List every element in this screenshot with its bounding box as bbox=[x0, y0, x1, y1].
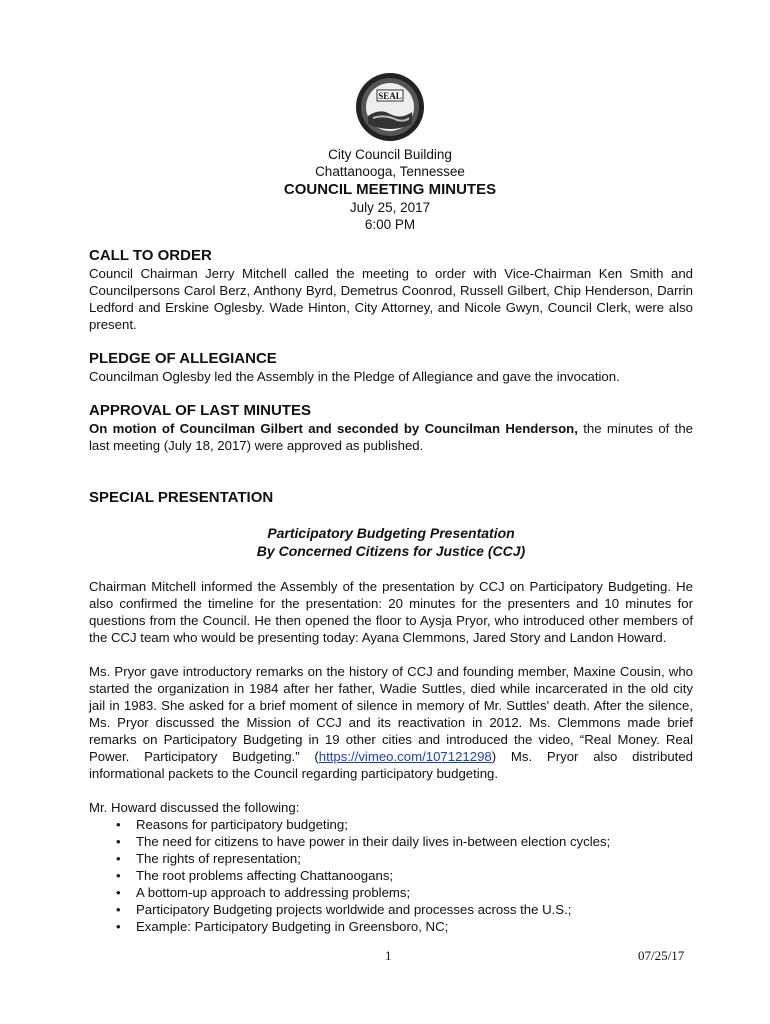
call-to-order-heading: CALL TO ORDER bbox=[89, 247, 212, 264]
bullet-icon: • bbox=[116, 868, 121, 883]
city-name: Chattanooga, Tennessee bbox=[315, 164, 465, 179]
howard-intro: Mr. Howard discussed the following: bbox=[89, 800, 300, 815]
bullet-icon: • bbox=[116, 902, 121, 917]
howard-topics-list bbox=[89, 816, 693, 935]
presentation-title-line2: By Concerned Citizens for Justice (CCJ) bbox=[256, 543, 526, 559]
building-name: City Council Building bbox=[328, 147, 452, 162]
special-presentation-heading: SPECIAL PRESENTATION bbox=[89, 489, 274, 506]
page-number: 1 bbox=[385, 948, 392, 963]
document-header bbox=[0, 146, 770, 233]
list-item bbox=[89, 901, 693, 918]
list-item-text: A bottom-up approach to addressing problems; bbox=[136, 885, 411, 900]
vimeo-video-link[interactable]: https://vimeo.com/107121298 bbox=[318, 749, 492, 764]
list-item-text: The rights of representation; bbox=[136, 851, 301, 866]
list-item bbox=[89, 867, 693, 884]
presentation-paragraph-1: Chairman Mitchell informed the Assembly of the presentation by CCJ on Participatory Budgeting. He also confirmed the timeline for the presentation: 20 minutes for the presenters and 10 minutes for questions from the Council. He then opened the floor to Aysja Pryor, who introduced other members of the CCJ team who would be presenting today: Ayana Clemmons, Jared Story and Landon Howard. bbox=[89, 579, 693, 645]
footer-date: 07/25/17 bbox=[638, 948, 685, 963]
approval-heading: APPROVAL OF LAST MINUTES bbox=[89, 402, 311, 419]
city-seal-icon bbox=[355, 72, 425, 142]
list-item-text: The root problems affecting Chattanoogans; bbox=[136, 868, 394, 883]
meeting-date: July 25, 2017 bbox=[349, 200, 431, 215]
approval-text bbox=[89, 420, 693, 454]
special-presentation-section bbox=[89, 488, 693, 935]
list-item-text: Example: Participatory Budgeting in Greensboro, NC; bbox=[136, 919, 449, 934]
list-item-text: The need for citizens to have power in their daily lives in-between election cycles; bbox=[136, 834, 611, 849]
seal-label: SEAL bbox=[378, 91, 402, 101]
paragraph-2-start: Ms. Pryor gave introductory remarks on the history of CCJ and founding member, Maxine Cousin, who started the organization in 1984 after her father, Wadie Suttles, died while incarcerated in the old city jail in 1983. She asked for a brief moment of silence in memory of Mr. Suttles' death. After the silence, Ms. Pryor discussed the Mission of CCJ and its reactivation in 2012. Ms. Clemmons made brief remarks on Participatory Budgeting in 19 other cities and introduced the video, “Real Money. Real Power. Participatory Budgeting.” ( bbox=[89, 664, 693, 764]
call-to-order-section bbox=[89, 246, 693, 333]
document-title: COUNCIL MEETING MINUTES bbox=[283, 181, 497, 198]
meeting-time: 6:00 PM bbox=[364, 217, 416, 232]
paragraph-2-end: ) Ms. Pryor also distributed informational packets to the Council regarding participatory budgeting. bbox=[89, 749, 693, 781]
presentation-paragraph-2 bbox=[89, 663, 693, 782]
pledge-section bbox=[89, 349, 693, 385]
list-item bbox=[89, 884, 693, 901]
bullet-icon: • bbox=[116, 851, 121, 866]
approval-body: the minutes of the last meeting (July 18, 2017) were approved as published. bbox=[89, 421, 693, 453]
bullet-icon: • bbox=[116, 817, 121, 832]
list-item bbox=[89, 833, 693, 850]
list-item bbox=[89, 918, 693, 935]
list-item-text: Reasons for participatory budgeting; bbox=[136, 817, 348, 832]
bullet-icon: • bbox=[116, 834, 121, 849]
approval-section bbox=[89, 401, 693, 454]
call-to-order-text: Council Chairman Jerry Mitchell called the meeting to order with Vice-Chairman Ken Smith and Councilpersons Carol Berz, Anthony Byrd, Demetrus Coonrod, Russell Gilbert, Chip Henderson, Darrin Ledford and Erskine Oglesby. Wade Hinton, City Attorney, and Nicole Gwyn, Council Clerk, were also present. bbox=[89, 266, 693, 332]
list-item-text: Participatory Budgeting projects worldwide and processes across the U.S.; bbox=[136, 902, 572, 917]
list-item bbox=[89, 816, 693, 833]
pledge-heading: PLEDGE OF ALLEGIANCE bbox=[89, 350, 277, 367]
list-item bbox=[89, 850, 693, 867]
pledge-text: Councilman Oglesby led the Assembly in the Pledge of Allegiance and gave the invocation. bbox=[89, 369, 620, 384]
bullet-icon: • bbox=[116, 919, 121, 934]
presentation-title-line1: Participatory Budgeting Presentation bbox=[267, 525, 515, 541]
document-body bbox=[89, 246, 693, 935]
bullet-icon: • bbox=[116, 885, 121, 900]
approval-motion: On motion of Councilman Gilbert and seconded by Councilman Henderson, bbox=[89, 421, 578, 436]
